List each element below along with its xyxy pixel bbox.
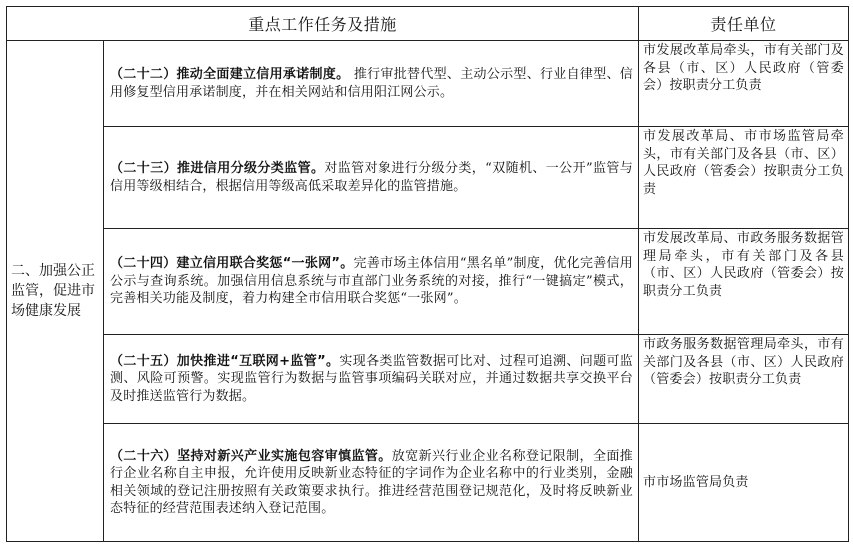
task-cell — [104, 127, 639, 229]
task-cell — [104, 424, 639, 542]
responsible-cell: 市发展改革局、市市场监管局牵头，市有关部门及各县（市、区）人民政府（管委会）按职责分工负责 — [639, 127, 849, 229]
task-number: （二十五） — [110, 353, 177, 369]
task-body: 实现各类监管数据可比对、过程可追溯、问题可监测、风险可预警。实现监管行为数据与监管事项编码关联对应，并通过数据共享交换平台及时推送监管行为数据。 — [110, 353, 634, 404]
task-title: 推动全面建立信用承诺制度。 — [176, 67, 350, 82]
header-responsible: 责任单位 — [639, 7, 849, 41]
task-cell — [104, 335, 639, 424]
task-number: （二十六） — [110, 448, 178, 464]
table-row — [7, 229, 849, 335]
task-title: 推进信用分级分类监管。 — [177, 161, 325, 176]
table-row — [7, 335, 849, 424]
responsible-cell: 市政务服务数据管理局牵头，市有关部门及各县（市、区）人民政府（管委会）按职责分工负责 — [639, 335, 849, 424]
table-header-row — [7, 7, 849, 41]
task-number: （二十二） — [110, 67, 177, 82]
task-number: （二十四） — [110, 256, 177, 272]
task-body: 完善市场主体信用“黑名单”制度，优化完善信用公示与查询系统。加强信用信息系统与市直部门业务系统的对接，推行“一键搞定”模式，完善相关功能及制度，着力构建全市信用联合奖惩“一张网”。 — [110, 256, 634, 307]
responsible-cell: 市发展改革局、市政务服务数据管理局牵头，市有关部门及各县（市、区）人民政府（管委会）按职责分工负责 — [639, 229, 849, 335]
task-cell — [104, 41, 639, 127]
task-body: 推行审批替代型、主动公示型、行业自律型、信用修复型信用承诺制度，并在相关网站和信用阳江网公示。 — [110, 67, 633, 100]
category-cell: 二、加强公正监管，促进市场健康发展 — [7, 41, 104, 542]
table-row — [7, 424, 849, 542]
responsible-cell: 市市场监管局负责 — [639, 424, 849, 542]
task-body: 放宽新兴行业企业名称登记限制，全面推行企业名称自主申报，允许使用反映新业态特征的字词作为企业名称中的行业类别，金融相关领域的登记注册按照有关政策要求执行。推进经营范围登记规范化，及时将反映新业态特征的经营范围表述纳入登记范围。 — [110, 448, 634, 516]
task-number: （二十三） — [110, 161, 177, 176]
table-row — [7, 127, 849, 229]
task-title: 坚持对新兴产业实施包容审慎监管。 — [177, 448, 392, 464]
task-title: 加快推进“互联网+监管”。 — [176, 353, 340, 369]
task-title: 建立信用联合奖惩“一张网”。 — [176, 256, 354, 272]
task-table — [6, 6, 849, 542]
header-tasks: 重点工作任务及措施 — [7, 7, 639, 41]
task-cell — [104, 229, 639, 335]
task-body: 对监管对象进行分级分类，“双随机、一公开”监管与信用等级相结合，根据信用等级高低采取差异化的监管措施。 — [110, 161, 634, 194]
table-row — [7, 41, 849, 127]
responsible-cell: 市发展改革局牵头，市有关部门及各县（市、区）人民政府（管委会）按职责分工负责 — [639, 41, 849, 127]
